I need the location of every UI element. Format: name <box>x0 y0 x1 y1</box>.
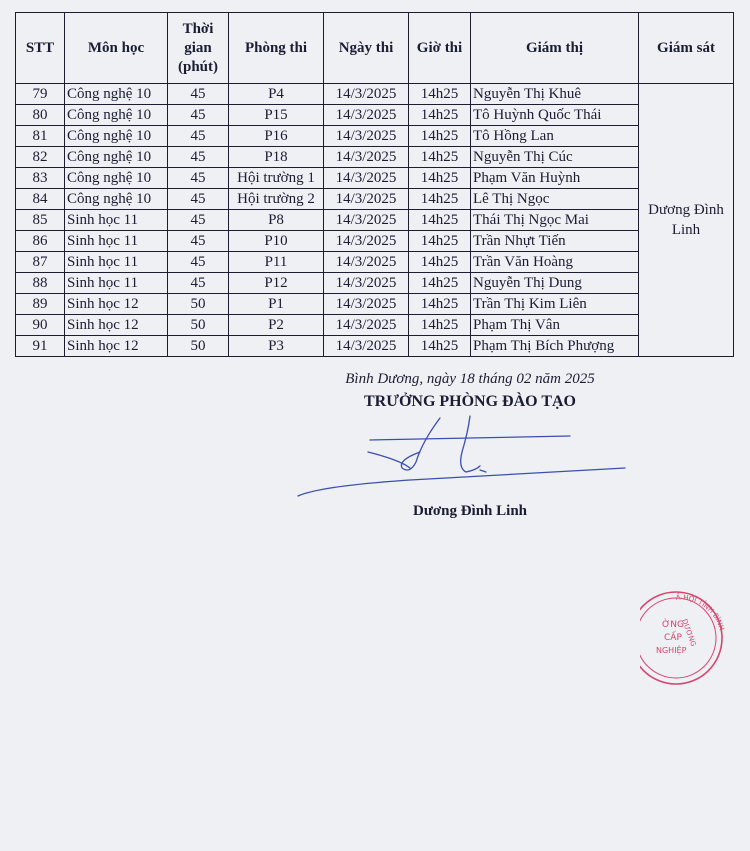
cell-date: 14/3/2025 <box>324 231 409 252</box>
cell-duration: 45 <box>168 147 229 168</box>
cell-time: 14h25 <box>409 294 471 315</box>
cell-stt: 90 <box>16 315 65 336</box>
table-row <box>16 294 734 315</box>
cell-proctor: Trần Nhựt Tiến <box>471 231 639 252</box>
cell-subject: Công nghệ 10 <box>65 126 168 147</box>
table-row <box>16 210 734 231</box>
cell-subject: Công nghệ 10 <box>65 147 168 168</box>
header-duration <box>168 13 229 84</box>
cell-duration: 45 <box>168 210 229 231</box>
cell-stt: 79 <box>16 84 65 105</box>
cell-time: 14h25 <box>409 189 471 210</box>
cell-duration: 45 <box>168 189 229 210</box>
table-row <box>16 231 734 252</box>
cell-time: 14h25 <box>409 147 471 168</box>
cell-stt: 82 <box>16 147 65 168</box>
cell-proctor: Tô Hồng Lan <box>471 126 639 147</box>
cell-duration: 45 <box>168 105 229 126</box>
exam-schedule-table <box>15 12 734 357</box>
cell-room: P12 <box>229 273 324 294</box>
supervisor-name-line1: Dương Đình <box>648 202 724 218</box>
cell-stt: 87 <box>16 252 65 273</box>
seal-text-3: NGHIỆP <box>656 646 687 655</box>
cell-duration: 45 <box>168 126 229 147</box>
table-row <box>16 168 734 189</box>
table-row <box>16 336 734 357</box>
cell-room: P16 <box>229 126 324 147</box>
cell-time: 14h25 <box>409 315 471 336</box>
cell-proctor: Nguyễn Thị Cúc <box>471 147 639 168</box>
seal-text-2: CẤP <box>664 633 682 643</box>
cell-stt: 85 <box>16 210 65 231</box>
cell-stt: 89 <box>16 294 65 315</box>
cell-duration: 50 <box>168 294 229 315</box>
cell-subject: Sinh học 11 <box>65 210 168 231</box>
cell-date: 14/3/2025 <box>324 315 409 336</box>
cell-date: 14/3/2025 <box>324 294 409 315</box>
table-row <box>16 189 734 210</box>
cell-time: 14h25 <box>409 252 471 273</box>
table-row <box>16 273 734 294</box>
cell-stt: 83 <box>16 168 65 189</box>
table-header-row <box>16 13 734 84</box>
header-time: Giờ thi <box>409 13 471 84</box>
cell-time: 14h25 <box>409 126 471 147</box>
cell-proctor: Nguyễn Thị Dung <box>471 273 639 294</box>
supervisor-name-line2: Linh <box>671 222 701 238</box>
table-row <box>16 147 734 168</box>
table-row <box>16 252 734 273</box>
cell-time: 14h25 <box>409 210 471 231</box>
cell-room: P8 <box>229 210 324 231</box>
cell-room: P15 <box>229 105 324 126</box>
header-subject: Môn học <box>65 13 168 84</box>
cell-stt: 80 <box>16 105 65 126</box>
header-supervisor: Giám sát <box>639 13 734 84</box>
cell-room: Hội trường 1 <box>229 168 324 189</box>
cell-time: 14h25 <box>409 231 471 252</box>
cell-subject: Sinh học 12 <box>65 336 168 357</box>
cell-stt: 91 <box>16 336 65 357</box>
header-duration-line3: (phút) <box>177 58 218 75</box>
cell-date: 14/3/2025 <box>324 336 409 357</box>
cell-time: 14h25 <box>409 168 471 189</box>
header-stt: STT <box>16 13 65 84</box>
cell-date: 14/3/2025 <box>324 126 409 147</box>
header-duration-line1: Thời <box>182 20 214 37</box>
cell-date: 14/3/2025 <box>324 105 409 126</box>
cell-subject: Sinh học 12 <box>65 294 168 315</box>
header-date: Ngày thi <box>324 13 409 84</box>
cell-date: 14/3/2025 <box>324 273 409 294</box>
cell-date: 14/3/2025 <box>324 252 409 273</box>
cell-proctor: Lê Thị Ngọc <box>471 189 639 210</box>
supervisor-cell <box>639 84 734 357</box>
seal-text-district: DƯƠNG <box>680 617 698 648</box>
cell-subject: Sinh học 11 <box>65 273 168 294</box>
header-room: Phòng thi <box>229 13 324 84</box>
cell-time: 14h25 <box>409 273 471 294</box>
handwritten-signature <box>290 410 630 505</box>
cell-subject: Công nghệ 10 <box>65 168 168 189</box>
official-seal <box>640 578 730 698</box>
cell-room: P4 <box>229 84 324 105</box>
cell-stt: 84 <box>16 189 65 210</box>
cell-room: P10 <box>229 231 324 252</box>
cell-room: P18 <box>229 147 324 168</box>
cell-subject: Sinh học 12 <box>65 315 168 336</box>
table-row <box>16 84 734 105</box>
place-and-date: Bình Dương, ngày 18 tháng 02 năm 2025 <box>345 371 595 387</box>
cell-duration: 45 <box>168 84 229 105</box>
cell-proctor: Phạm Thị Vân <box>471 315 639 336</box>
cell-date: 14/3/2025 <box>324 189 409 210</box>
table-body <box>16 84 734 357</box>
cell-subject: Công nghệ 10 <box>65 189 168 210</box>
seal-arc-text: Ã HỘI TỈNH BÌNH <box>675 593 726 632</box>
cell-time: 14h25 <box>409 84 471 105</box>
cell-stt: 81 <box>16 126 65 147</box>
cell-proctor: Phạm Văn Huỳnh <box>471 168 639 189</box>
cell-time: 14h25 <box>409 336 471 357</box>
cell-subject: Công nghệ 10 <box>65 84 168 105</box>
cell-date: 14/3/2025 <box>324 147 409 168</box>
cell-stt: 86 <box>16 231 65 252</box>
table-row <box>16 315 734 336</box>
cell-proctor: Phạm Thị Bích Phượng <box>471 336 639 357</box>
cell-time: 14h25 <box>409 105 471 126</box>
table-row <box>16 126 734 147</box>
cell-proctor: Nguyễn Thị Khuê <box>471 84 639 105</box>
cell-duration: 45 <box>168 231 229 252</box>
cell-room: P1 <box>229 294 324 315</box>
cell-room: P11 <box>229 252 324 273</box>
cell-proctor: Tô Huỳnh Quốc Thái <box>471 105 639 126</box>
signer-name: Dương Đình Linh <box>412 503 528 519</box>
header-proctor: Giám thị <box>471 13 639 84</box>
cell-room: P2 <box>229 315 324 336</box>
cell-duration: 50 <box>168 315 229 336</box>
cell-duration: 50 <box>168 336 229 357</box>
header-duration-line2: gian <box>184 39 212 56</box>
seal-text-1: ỜNG <box>662 620 684 630</box>
cell-subject: Sinh học 11 <box>65 252 168 273</box>
cell-proctor: Trần Thị Kim Liên <box>471 294 639 315</box>
cell-room: Hội trường 2 <box>229 189 324 210</box>
cell-date: 14/3/2025 <box>324 210 409 231</box>
cell-room: P3 <box>229 336 324 357</box>
cell-subject: Sinh học 11 <box>65 231 168 252</box>
cell-date: 14/3/2025 <box>324 84 409 105</box>
cell-duration: 45 <box>168 168 229 189</box>
cell-duration: 45 <box>168 252 229 273</box>
cell-proctor: Thái Thị Ngọc Mai <box>471 210 639 231</box>
signer-title: TRƯỞNG PHÒNG ĐÀO TẠO <box>363 393 576 410</box>
cell-subject: Công nghệ 10 <box>65 105 168 126</box>
cell-date: 14/3/2025 <box>324 168 409 189</box>
cell-proctor: Trần Văn Hoàng <box>471 252 639 273</box>
cell-stt: 88 <box>16 273 65 294</box>
cell-duration: 45 <box>168 273 229 294</box>
table-row <box>16 105 734 126</box>
